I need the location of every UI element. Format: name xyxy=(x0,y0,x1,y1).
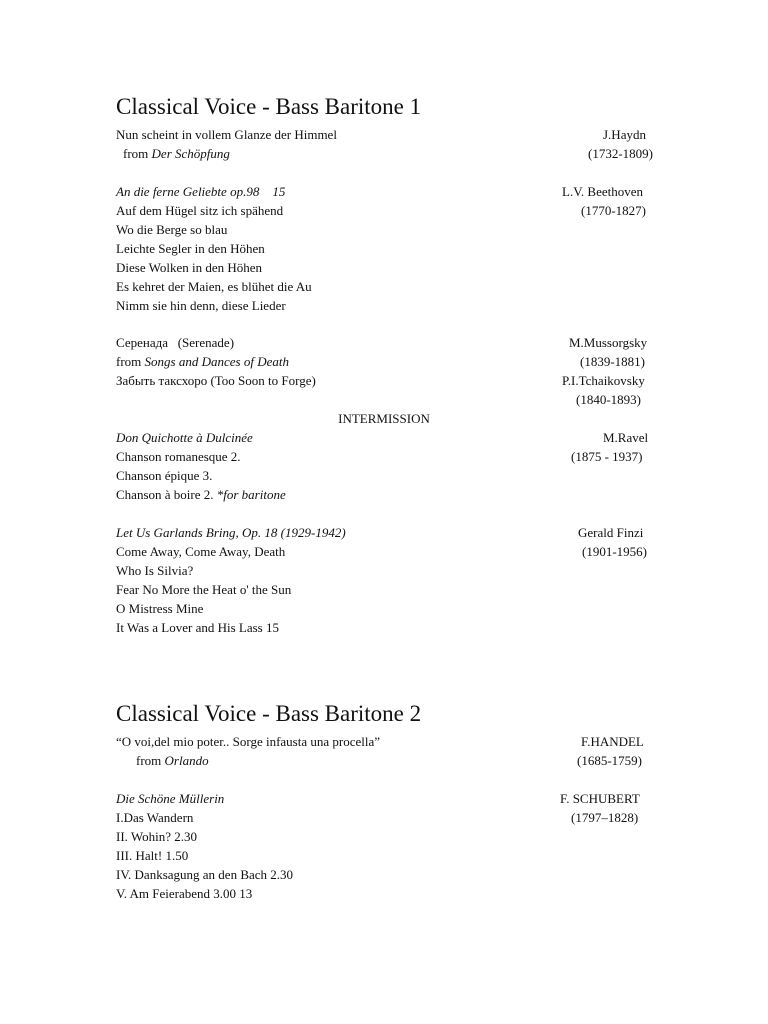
finzi-song-row xyxy=(116,618,676,637)
finzi-song-row xyxy=(116,599,676,618)
tchaikovsky-composer: P.I.Tchaikovsky xyxy=(562,373,645,388)
tchaikovsky-work-title: Забыть таксхоро (Too Soon to Forge) xyxy=(116,373,316,388)
finzi-song-4: O Mistress Mine xyxy=(116,601,204,616)
mussorgsky-source-title: Songs and Dances of Death xyxy=(144,354,289,369)
ravel-composer: M.Ravel xyxy=(603,430,649,445)
haydn-dates: (1732-1809) xyxy=(588,146,653,161)
schubert-song-5: V. Am Feierabend 3.00 13 xyxy=(116,886,253,901)
ravel-song-3: Chanson à boire 2. xyxy=(116,487,214,502)
schubert-cycle-title: Die Schöne Müllerin xyxy=(116,791,225,806)
beethoven-song-4: Diese Wolken in den Höhen xyxy=(116,260,263,275)
beethoven-song-row xyxy=(116,277,676,296)
haydn-work-title: Nun scheint in vollem Glanze der Himmel xyxy=(116,127,337,142)
schubert-dates: (1797–1828) xyxy=(571,810,639,825)
haydn-from-label: from xyxy=(123,146,149,161)
finzi-dates: (1901-1956) xyxy=(582,544,647,559)
beethoven-song-1: Auf dem Hügel sitz ich spähend xyxy=(116,203,284,218)
finzi-song-1: Come Away, Come Away, Death xyxy=(116,544,286,559)
haydn-source-line xyxy=(116,144,676,163)
handel-from-label: from xyxy=(136,753,162,768)
mussorgsky-from-label: from xyxy=(116,354,142,369)
haydn-source-title: Der Schöpfung xyxy=(151,146,230,161)
finzi-song-5: It Was a Lover and His Lass 15 xyxy=(116,620,279,635)
handel-composer: F.HANDEL xyxy=(581,734,644,749)
beethoven-composer: L.V. Beethoven xyxy=(562,184,643,199)
beethoven-song-2: Wo die Berge so blau xyxy=(116,222,228,237)
beethoven-dates: (1770-1827) xyxy=(581,203,646,218)
ravel-song-row xyxy=(116,466,676,485)
schubert-song-1: I.Das Wandern xyxy=(116,810,194,825)
intermission-label: INTERMISSION xyxy=(338,411,430,426)
ravel-cycle-title: Don Quichotte à Dulcinée xyxy=(116,430,253,445)
haydn-composer: J.Haydn xyxy=(603,127,646,142)
beethoven-song-line xyxy=(116,201,676,220)
schubert-composer: F. SCHUBERT xyxy=(560,791,640,806)
program-1-title: Classical Voice - Bass Baritone 1 xyxy=(116,94,422,119)
beethoven-song-3: Leichte Segler in den Höhen xyxy=(116,241,265,256)
program-2-title: Classical Voice - Bass Baritone 2 xyxy=(116,701,422,726)
handel-dates: (1685-1759) xyxy=(577,753,642,768)
handel-source-title: Orlando xyxy=(164,753,209,768)
mussorgsky-composer: M.Mussorgsky xyxy=(569,335,648,350)
beethoven-song-row xyxy=(116,296,676,315)
finzi-cycle-line xyxy=(116,523,676,542)
schubert-song-2: II. Wohin? 2.30 xyxy=(116,829,198,844)
haydn-work-line xyxy=(116,125,676,144)
beethoven-cycle-line xyxy=(116,182,676,201)
ravel-cycle-line xyxy=(116,428,676,447)
schubert-song-row xyxy=(116,865,676,884)
beethoven-cycle-title: An die ferne Geliebte op.98 15 xyxy=(116,184,286,199)
mussorgsky-dates: (1839-1881) xyxy=(580,354,645,369)
ravel-song-2: Chanson épique 3. xyxy=(116,468,213,483)
schubert-song-4: IV. Danksagung an den Bach 2.30 xyxy=(116,867,294,882)
schubert-cycle-line xyxy=(116,789,676,808)
handel-work-title: “O voi,del mio poter.. Sorge infausta una procella” xyxy=(116,734,381,749)
ravel-song-3-note: *for baritone xyxy=(216,487,286,502)
mussorgsky-source-line xyxy=(116,352,676,371)
ravel-song-line xyxy=(116,447,676,466)
schubert-song-row xyxy=(116,846,676,865)
ravel-song-1: Chanson romanesque 2. xyxy=(116,449,241,464)
beethoven-song-row xyxy=(116,258,676,277)
beethoven-song-row xyxy=(116,239,676,258)
beethoven-song-row xyxy=(116,220,676,239)
finzi-song-line xyxy=(116,542,676,561)
tchaikovsky-work-line xyxy=(116,371,676,390)
mussorgsky-work-line xyxy=(116,333,676,352)
schubert-song-line xyxy=(116,808,676,827)
finzi-song-3: Fear No More the Heat o' the Sun xyxy=(116,582,292,597)
handel-work-line xyxy=(116,732,676,751)
beethoven-song-6: Nimm sie hin denn, diese Lieder xyxy=(116,298,286,313)
finzi-song-row xyxy=(116,580,676,599)
schubert-song-row xyxy=(116,827,676,846)
finzi-composer: Gerald Finzi xyxy=(578,525,644,540)
tchaikovsky-dates-line xyxy=(116,390,676,409)
finzi-song-2: Who Is Silvia? xyxy=(116,563,194,578)
beethoven-song-5: Es kehret der Maien, es blühet die Au xyxy=(116,279,312,294)
finzi-song-row xyxy=(116,561,676,580)
schubert-song-3: III. Halt! 1.50 xyxy=(116,848,189,863)
ravel-song-row xyxy=(116,485,676,504)
tchaikovsky-dates: (1840-1893) xyxy=(576,392,641,407)
ravel-dates: (1875 - 1937) xyxy=(571,449,643,464)
schubert-song-row xyxy=(116,884,676,903)
handel-source-line xyxy=(116,751,676,770)
mussorgsky-work-title: Серенада (Serenade) xyxy=(116,335,235,350)
finzi-cycle-title: Let Us Garlands Bring, Op. 18 (1929-1942) xyxy=(116,525,346,540)
